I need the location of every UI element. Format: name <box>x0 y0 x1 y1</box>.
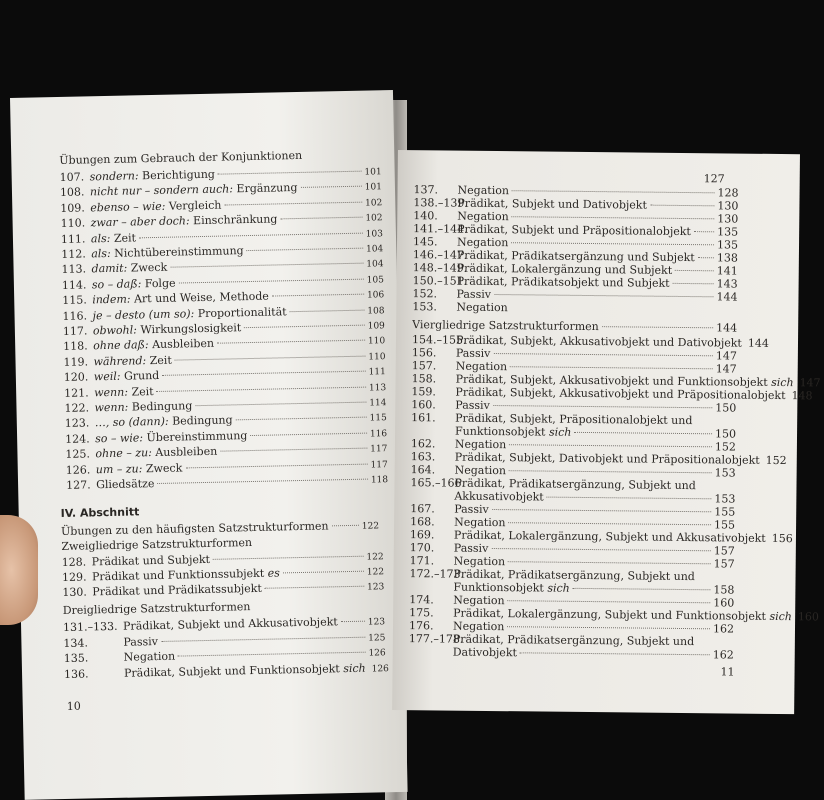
entry-page: 130 <box>717 199 739 213</box>
dot-leader <box>213 556 364 560</box>
entry-title: Prädikat und Subjekt <box>91 552 211 569</box>
dot-leader <box>175 355 366 360</box>
page-ref: 127 <box>703 172 725 186</box>
entry-page: 122 <box>366 567 385 578</box>
entry-title: Prädikat, Subjekt, Akkusativobjekt und Dativobjekt <box>455 333 742 350</box>
entry-number: 176. <box>408 619 434 633</box>
dot-leader <box>341 621 365 623</box>
entry-page: 102 <box>365 213 383 224</box>
entry-number: 115. <box>62 293 87 308</box>
entry-number: 123. <box>64 416 90 431</box>
entry-title: …, so (dann): Bedingung <box>94 413 233 430</box>
entry-page: 153 <box>714 466 736 480</box>
entry-title: Prädikat und Funktionssubjekt es <box>91 566 280 584</box>
entry-title: Prädikat, Subjekt, Dativobjekt und Präpositionalobjekt <box>454 450 760 467</box>
entry-number: 109. <box>60 201 85 215</box>
dot-leader <box>157 386 366 391</box>
dot-leader <box>492 509 711 512</box>
entry-number: 171. <box>409 554 435 568</box>
entry-number: 160. <box>411 398 436 412</box>
entry-page: 147 <box>715 349 737 363</box>
dot-leader <box>244 325 364 329</box>
entry-page: 108 <box>367 305 385 317</box>
page-number: 11 <box>720 665 735 679</box>
entry-title: Prädikat, Lokalergänzung und Subjekt <box>456 261 673 277</box>
entry-page: 148 <box>791 389 813 403</box>
entry-page: 122 <box>366 552 384 563</box>
entry-title: Prädikat, Prädikatsergänzung, Subjekt und <box>453 567 695 584</box>
entry-number: 168. <box>410 515 435 529</box>
entry-page: 111 <box>368 367 386 378</box>
entry-number: 169. <box>409 528 435 542</box>
entry-title: Passiv <box>455 346 491 360</box>
dot-leader <box>280 217 362 220</box>
entry-title: Funktionsobjekt sich <box>453 580 570 595</box>
dot-leader <box>507 626 710 629</box>
entry-number: 163. <box>410 450 436 464</box>
entry-page: 141 <box>716 264 738 278</box>
entry-page: 135 <box>717 225 739 239</box>
entry-number: 125. <box>65 447 91 462</box>
group-title: Dreigliedrige Satzstrukturformen <box>62 600 251 618</box>
entry-title: ohne – zu: Ausbleiben <box>95 444 218 461</box>
entry-number: 148.–149. <box>412 261 468 275</box>
dot-leader <box>508 522 711 525</box>
entry-page: 135 <box>716 238 739 252</box>
entry-page: 152 <box>714 440 736 454</box>
dot-leader <box>161 636 365 641</box>
dot-leader <box>218 171 362 175</box>
dot-leader <box>220 448 367 452</box>
entry-number: 113. <box>61 262 87 277</box>
dot-leader <box>512 216 715 219</box>
entry-page: 104 <box>365 244 384 255</box>
entry-title: Prädikat, Prädikatsergänzung und Subjekt <box>456 248 695 265</box>
entry-number: 141.–144. <box>413 222 468 236</box>
dot-leader <box>217 340 365 344</box>
dot-leader <box>493 353 712 356</box>
section-title: IV. Abschnitt <box>60 505 140 521</box>
entry-page: 123 <box>367 582 385 593</box>
dot-leader <box>195 402 366 407</box>
dot-leader <box>139 232 363 238</box>
entry-title: Prädikat, Subjekt, Akkusativobjekt und Präpositionalobjekt <box>455 385 786 403</box>
entry-title: Prädikat, Prädikatsergänzung, Subjekt und <box>454 476 696 493</box>
entry-title: Negation <box>457 183 510 198</box>
entry-page: 130 <box>717 212 739 226</box>
entry-number: 150.–151. <box>412 274 468 288</box>
entry-number: 118. <box>63 339 88 354</box>
dot-leader <box>494 294 713 297</box>
entry-page: 147 <box>715 362 737 376</box>
dot-leader <box>236 417 367 421</box>
dot-leader <box>493 405 712 408</box>
entry-title: obwohl: Wirkungslosigkeit <box>92 321 242 338</box>
entry-number: 177.–178. <box>408 632 464 646</box>
entry-title: Negation <box>452 619 505 634</box>
entry-title: Passiv <box>454 502 489 516</box>
entry-title: Prädikat, Subjekt und Funktionsobjekt sich <box>123 661 366 680</box>
entry-title: Passiv <box>456 287 492 301</box>
entry-number: 122. <box>64 401 90 415</box>
dot-leader <box>511 242 714 245</box>
entry-number: 158. <box>411 372 437 386</box>
entry-title: ebenso – wie: Vergleich <box>90 198 222 215</box>
entry-page: 118 <box>370 475 389 486</box>
entry-page: 116 <box>369 428 388 440</box>
entry-number: 152. <box>412 287 438 301</box>
entry-page: 114 <box>369 398 387 409</box>
dot-leader <box>520 652 710 655</box>
entry-title: so – daß: Folge <box>91 276 176 292</box>
entry-number: 174. <box>409 593 434 607</box>
entry-title: Prädikat, Subjekt und Präpositionalobjekt <box>457 222 691 239</box>
entry-page: 143 <box>716 277 738 291</box>
entry-number: 116. <box>62 309 88 323</box>
entry-page: 106 <box>366 290 385 301</box>
entry-number: 128. <box>61 555 87 570</box>
entry-title: Akkusativobjekt <box>454 489 544 504</box>
entry-number: 107. <box>59 170 85 184</box>
entry-number: 172.–173. <box>409 567 465 581</box>
entry-page: 138 <box>716 251 738 265</box>
entry-number: 146.–147. <box>412 248 468 262</box>
entry-number: 137. <box>413 183 439 197</box>
entry-number: 157. <box>411 359 437 373</box>
dot-leader <box>247 248 363 251</box>
entry-number: 129. <box>61 570 87 585</box>
entry-page: 155 <box>714 518 736 532</box>
dot-leader <box>224 201 362 205</box>
dot-leader <box>491 548 710 551</box>
entry-title: wenn: Bedingung <box>94 399 193 415</box>
entry-number: 120. <box>63 370 89 385</box>
toc-entry <box>412 300 737 316</box>
entry-title: Prädikat, Subjekt, Akkusativobjekt und Funktionsobjekt sich <box>455 372 794 390</box>
entry-title: weil: Grund <box>93 369 160 384</box>
entry-number: 159. <box>411 385 437 399</box>
entry-page: 158 <box>713 583 735 597</box>
entry-number: 138.–139. <box>413 196 468 210</box>
entry-title: Prädikat, Subjekt, Präpositionalobjekt und <box>455 411 693 428</box>
dot-leader <box>290 309 365 312</box>
entry-title: Prädikat, Prädikatsobjekt und Subjekt <box>456 274 670 290</box>
dot-leader <box>573 588 711 590</box>
entry-title: damit: Zweck <box>91 261 168 276</box>
entry-page: 101 <box>364 182 383 193</box>
entry-page: 113 <box>368 382 387 394</box>
entry-page: 102 <box>364 198 383 209</box>
dot-leader <box>265 586 364 589</box>
entry-page: 105 <box>366 275 384 286</box>
entry-title: Prädikat, Subjekt und Akkusativobjekt <box>122 615 338 633</box>
entry-title: Passiv <box>123 634 159 649</box>
entry-page: 125 <box>368 632 386 644</box>
entry-page: 150 <box>714 427 737 441</box>
dot-leader <box>650 205 715 207</box>
entry-page: 115 <box>369 413 387 424</box>
entry-title: Negation <box>453 554 506 569</box>
entry-title: Prädikat und Prädikatssubjekt <box>92 581 262 599</box>
entry-page: 104 <box>366 259 384 270</box>
entry-title: Gliedsätze <box>95 477 155 492</box>
entry-number: 110. <box>60 216 86 231</box>
dot-leader <box>675 270 714 271</box>
entry-number: 153. <box>412 300 437 314</box>
dot-leader <box>547 497 712 500</box>
group-title: Zweigliedrige Satzstrukturformen <box>61 536 253 554</box>
entry-number: 165.–166. <box>410 476 466 490</box>
entry-number: 127. <box>65 478 91 492</box>
entry-title: indem: Art und Weise, Methode <box>92 289 270 307</box>
entry-title: je – desto (um so): Proportionalität <box>92 304 287 322</box>
dot-leader <box>170 263 363 268</box>
entry-title: Prädikat, Lokalergänzung, Subjekt und Akkusativobjekt <box>453 528 766 545</box>
dot-leader <box>250 432 367 435</box>
entry-number: 111. <box>60 232 86 246</box>
thumb <box>0 515 38 625</box>
entry-page: 123 <box>367 617 386 628</box>
entry-page: 157 <box>713 557 735 571</box>
entry-number: 130. <box>62 585 87 600</box>
entry-number: 135. <box>63 651 89 665</box>
dot-leader <box>179 278 364 283</box>
dot-leader <box>283 571 364 574</box>
entry-number: 117. <box>62 324 88 338</box>
entry-page: 128 <box>717 186 739 200</box>
entry-page: 103 <box>365 228 384 240</box>
entry-title: ohne daß: Ausbleiben <box>93 337 215 353</box>
entry-page: 150 <box>715 401 737 415</box>
entry-title: Prädikat, Subjekt und Dativobjekt <box>457 196 648 212</box>
entry-page: 117 <box>370 444 388 455</box>
entry-page: 160 <box>797 610 819 624</box>
dot-leader <box>508 561 711 564</box>
entry-title: Negation <box>453 593 505 608</box>
entry-page: 152 <box>765 453 787 468</box>
entry-title: Negation <box>454 437 507 452</box>
entry-page: 101 <box>364 167 382 178</box>
entry-title: Prädikat, Prädikatsergänzung, Subjekt und <box>452 632 695 649</box>
entry-title: wenn: Zeit <box>94 384 154 399</box>
entry-page: 155 <box>714 505 736 519</box>
entry-number: 156. <box>411 346 437 360</box>
entry-title: Prädikat, Lokalergänzung, Subjekt und Funktionsobjekt sich <box>453 606 792 624</box>
entry-page: 160 <box>713 596 735 610</box>
entry-title: Negation <box>456 300 508 315</box>
entry-title: Negation <box>123 649 176 664</box>
entry-page: 126 <box>371 663 389 675</box>
entry-number: 164. <box>410 463 436 477</box>
entry-title: zwar – aber doch: Einschränkung <box>90 212 278 230</box>
entry-page: 109 <box>367 321 385 332</box>
entry-title: so – wie: Übereinstimmung <box>95 428 248 446</box>
dot-leader <box>272 294 364 297</box>
entry-title: während: Zeit <box>93 353 172 369</box>
entry-number: 154.–155. <box>411 333 467 347</box>
dot-leader <box>509 444 712 447</box>
entry-number: 124. <box>65 432 90 446</box>
entry-number: 175. <box>409 606 434 620</box>
entry-title: als: Zeit <box>90 230 137 245</box>
entry-number: 136. <box>63 666 89 681</box>
entry-title: Passiv <box>455 398 490 412</box>
left-page <box>10 90 408 800</box>
dot-leader <box>698 257 714 258</box>
group-title: Viergliedrige Satzstrukturformen 144 <box>412 318 738 335</box>
dot-leader <box>510 366 713 369</box>
entry-number: 167. <box>410 502 435 516</box>
entry-number: 161. <box>411 411 436 425</box>
dot-leader <box>574 432 712 434</box>
right-page <box>392 150 821 714</box>
entry-page: 156 <box>771 531 793 546</box>
dot-leader <box>185 463 367 468</box>
entry-number: 145. <box>412 235 438 249</box>
entry-title: Negation <box>455 359 508 374</box>
entry-page: 157 <box>713 544 735 558</box>
entry-page: 144 <box>716 290 738 304</box>
dot-leader <box>508 600 711 603</box>
entry-number: 170. <box>409 541 435 555</box>
entry-page: 110 <box>367 336 386 347</box>
dot-leader <box>512 190 715 193</box>
dot-leader <box>673 283 714 284</box>
entry-number: 108. <box>59 185 85 200</box>
entry-title: um – zu: Zweck <box>95 461 183 476</box>
entry-title: Negation <box>454 515 506 530</box>
entry-page: 162 <box>712 622 735 636</box>
entry-page: 162 <box>712 648 734 662</box>
entry-title: sondern: Berichtigung <box>89 167 216 184</box>
entry-title: Negation <box>456 235 509 250</box>
entry-number: 140. <box>413 209 438 223</box>
entry-number: 121. <box>64 386 89 400</box>
entry-title: Funktionsobjekt sich <box>454 424 572 439</box>
dot-leader <box>300 186 361 188</box>
dot-leader <box>694 231 714 232</box>
entry-number: 119. <box>63 355 89 369</box>
entry-page: 144 <box>747 336 769 350</box>
entry-page: 153 <box>714 492 736 506</box>
dot-leader <box>509 470 712 473</box>
entry-page: 126 <box>368 648 386 659</box>
entry-title: nicht nur – sondern auch: Ergänzung <box>89 181 298 199</box>
entry-page: 147 <box>799 376 821 390</box>
entry-title: Negation <box>454 463 507 478</box>
entry-number: 126. <box>65 462 91 477</box>
toc-heading: Übungen zum Gebrauch der Konjunktionen <box>59 148 303 167</box>
entry-title: Passiv <box>453 541 489 555</box>
dot-leader <box>178 652 365 657</box>
toc-entry: Übungen zu den häufigsten Satzstrukturformen 122 <box>60 519 380 539</box>
entry-title: Dativobjekt <box>452 645 518 660</box>
entry-page: 117 <box>370 459 388 471</box>
toc-entry <box>409 645 734 661</box>
entry-number: 131.–133. <box>62 619 118 635</box>
entry-number: 112. <box>61 247 86 261</box>
entry-number: 162. <box>410 437 436 451</box>
entry-page: 110 <box>368 351 386 363</box>
entry-title: Negation <box>457 209 509 224</box>
entry-number: 114. <box>61 278 87 292</box>
entry-title: als: Nichtübereinstimmung <box>91 244 244 261</box>
entry-number: 134. <box>63 635 89 650</box>
page-number: 10 <box>66 699 81 713</box>
dot-leader <box>162 371 365 376</box>
dot-leader <box>157 479 367 484</box>
